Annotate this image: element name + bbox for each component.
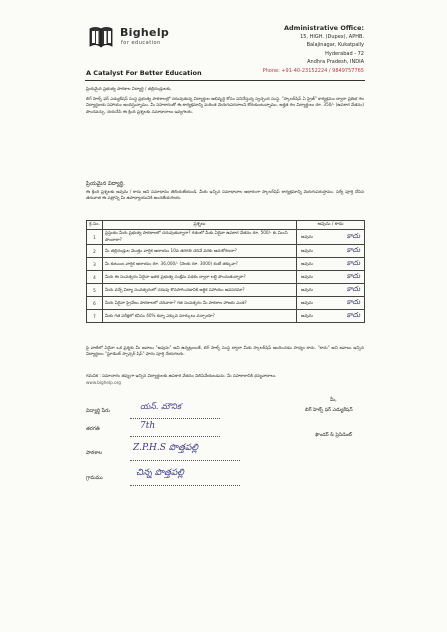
handwritten-answer-mark: కాదు: [346, 272, 360, 280]
note: గమనిక : సమాచారం తప్పుగా ఇచ్చిన విద్యార్థులకు ఉపకార వేతనం నిలిపివేయబడును. మీ సహకారానికి ధన్యవాదాలు.: [86, 373, 277, 378]
question-text: మీకు గత పరీక్షలో కనీసం 40% కన్నా ఎక్కువ మార్కులు వచ్చాయా?: [103, 310, 297, 323]
intro-text: బిగ్ హెల్ప్ ఫర్ ఎడ్యుకేషన్ సంస్థ ప్రభుత్వ పాఠశాలల్లో చదువుతున్న విద్యార్థుల అభివృద్ధి కోసం పనిచేస్తున్న స్వచ్ఛంద సంస్థ. "స్కాలర్‌షిప్ ఏ ప్రైజ్" కార్యక్రమం ద్వారా ప్రతిభ గల విద్యార్థులకు సహాయం అందిస్తున్నాము. మీ సహకారంతో ఈ కార్యక్రమాన్ని మరింత మెరుగుపరచాలని కోరుకుంటున్నాము. అర్హత గల విద్యార్థులు రూ. 350/- (ఉపకార వేతనం) పొందవచ్చు. దయచేసి ఈ క్రింది ప్రశ్నలకు సమాధానాలు ఇవ్వగలరు.: [86, 96, 364, 114]
student-name-value[interactable]: యస్. మౌనిక: [140, 402, 182, 411]
answer-yes[interactable]: అవును: [301, 260, 313, 266]
header-divider: [85, 80, 365, 81]
office-address: [244, 24, 364, 75]
survey-table: [86, 220, 365, 323]
book-logo-icon: [88, 24, 114, 50]
row-number: 1: [87, 230, 103, 245]
answer-options: [299, 246, 362, 256]
handwritten-answer-mark: కాదు: [346, 246, 360, 254]
handwritten-answer-mark: కాదు: [346, 298, 360, 306]
closing-paragraph: [86, 345, 364, 371]
organisation-name: బిగ్ హెల్ప్ ఫర్ ఎడ్యుకేషన్: [305, 408, 353, 413]
answer-yes[interactable]: అవును: [301, 312, 313, 318]
col-question-header: ప్రశ్నలు: [103, 221, 297, 230]
question-text: మీ తల్లిదండ్రుల మొత్తం వార్షిక ఆదాయం 10వ తరగతి చదివే వరకు ఆదుకోగలదా?: [103, 245, 297, 258]
table-row: [87, 310, 365, 323]
class-value[interactable]: 7th: [140, 421, 156, 431]
section-heading: ప్రియమైన విద్యార్థి,: [86, 181, 125, 187]
answer-cell[interactable]: [297, 271, 365, 284]
handwritten-answer-mark: కాదు: [346, 232, 360, 240]
survey-body: [87, 230, 365, 323]
answer-options: [299, 311, 362, 321]
answer-options: [299, 298, 362, 308]
phone-number: Phone: +91-40-23152224 / 9849757765: [262, 67, 364, 74]
row-number: 2: [87, 245, 103, 258]
answer-yes[interactable]: అవును: [301, 233, 313, 239]
address-line: Andhra Pradesh, INDIA: [307, 59, 364, 65]
brand-name: Bighelp: [120, 26, 170, 39]
intro-paragraph: [86, 96, 364, 170]
closing-text: పై వాటిలో ఏదైనా ఒక ప్రశ్నకు మీ జవాబు "అవును" అని ఉన్నట్లయితే, బిగ్ హెల్ప్ సంస్థ ద్వారా మీకు స్కాలర్‌షిప్ అందించడం సాధ్యం కాదు. "కాదు" అని జవాబు ఇచ్చిన విద్యార్థులు "స్టూడెంట్ స్పాన్సర్ షిప్" ఫారం పూర్తి చేయగలరు.: [86, 345, 364, 357]
table-row: [87, 284, 365, 297]
class-underline: [130, 436, 220, 437]
answer-yes[interactable]: అవును: [301, 286, 313, 292]
answer-cell[interactable]: [297, 297, 365, 310]
col-answer-header: అవును / కాదు: [297, 221, 365, 230]
sign-off: మీ,: [330, 398, 337, 403]
question-text: మీ కుటుంబ వార్షిక ఆదాయం రూ. 36,000/- (నెలకు రూ. 3000) కంటే తక్కువా?: [103, 258, 297, 271]
question-text: మీరు ఏదైనా ప్రైవేటు పాఠశాలలో చదివారా? గత సంవత్సరం మీ పాఠశాల హాజరు ఎంత?: [103, 297, 297, 310]
row-number: 3: [87, 258, 103, 271]
handwritten-answer-mark: కాదు: [346, 311, 360, 319]
answer-options: [299, 259, 362, 269]
answer-cell[interactable]: [297, 258, 365, 271]
table-row: [87, 297, 365, 310]
question-text: మీరు ఈ సంవత్సరం ఏదైనా ఇతర ప్రభుత్వ సంక్షేమ పథకం ద్వారా లబ్ధి పొందుతున్నారా?: [103, 271, 297, 284]
answer-yes[interactable]: అవును: [301, 247, 313, 253]
office-title: Administrative Office:: [284, 24, 364, 32]
question-text: మీరు వచ్చే విద్యా సంవత్సరంలో చదువు కొనసాగించడానికి ఆర్థిక సహాయం అవసరమా?: [103, 284, 297, 297]
instructions-paragraph: [86, 189, 364, 217]
school-label: పాఠశాల: [86, 450, 103, 456]
answer-cell[interactable]: [297, 245, 365, 258]
row-number: 4: [87, 271, 103, 284]
class-label: తరగతి: [86, 426, 100, 432]
table-row: [87, 258, 365, 271]
school-value[interactable]: Z.P.H.S పొత్తపల్లి: [133, 443, 198, 453]
row-number: 5: [87, 284, 103, 297]
table-row: [87, 245, 365, 258]
address-line: Balajinagar, Kukatpally: [306, 42, 364, 48]
letterhead: [0, 0, 447, 84]
address-line: Hyderabad - 72: [325, 50, 364, 57]
answer-cell[interactable]: [297, 310, 365, 323]
instructions-text: ఈ క్రింది ప్రశ్నలకు అవును / కాదు అని సమాధానం తెలియజేయండి. మీరు ఇచ్చిన సమాధానాల ఆధారంగా స్కాలర్‌షిప్ కార్యక్రమాన్ని మెరుగుపరుస్తాము. సర్వే పూర్తి చేసిన తరువాత ఈ పత్రాన్ని మీ ఉపాధ్యాయునికి అందజేయగలరు.: [86, 189, 364, 201]
answer-cell[interactable]: [297, 284, 365, 297]
answer-options: [299, 232, 362, 242]
salutation: ప్రియమైన ప్రభుత్వ పాఠశాల విద్యార్థి / తల్లిదండ్రులకు,: [86, 86, 172, 91]
col-number-header: క్ర.సం.: [87, 221, 103, 230]
website: www.bighelp.org: [86, 380, 121, 385]
question-text: ప్రస్తుతం మీరు ప్రభుత్వ పాఠశాలలో చదువుతున్నారా? గతంలో మీకు ఏదైనా ఉపకార వేతనం రూ. 500/- కు మించి పొందారా?: [103, 230, 297, 245]
handwritten-answer-mark: కాదు: [346, 259, 360, 267]
school-underline: [130, 460, 240, 461]
answer-yes[interactable]: అవును: [301, 273, 313, 279]
brand-subtitle: for education: [121, 40, 161, 46]
table-row: [87, 230, 365, 245]
answer-options: [299, 285, 362, 295]
table-row: [87, 271, 365, 284]
name-underline: [130, 418, 220, 419]
handwritten-answer-mark: కాదు: [346, 285, 360, 293]
designation: ఫౌండర్ & ప్రెసిడెంట్: [315, 433, 352, 438]
tagline: A Catalyst For Better Education: [86, 69, 202, 77]
student-name-label: విద్యార్థి పేరు: [86, 408, 110, 414]
table-header-row: [87, 221, 365, 230]
answer-yes[interactable]: అవును: [301, 299, 313, 305]
row-number: 7: [87, 310, 103, 323]
answer-options: [299, 272, 362, 282]
address-line: 15, HIGH. (Dupex), APHB.: [300, 33, 364, 40]
village-value[interactable]: చిన్న పొత్తపల్లి: [136, 468, 184, 478]
village-label: గ్రామము: [86, 475, 103, 481]
answer-cell[interactable]: [297, 230, 365, 245]
village-underline: [130, 485, 240, 486]
row-number: 6: [87, 297, 103, 310]
